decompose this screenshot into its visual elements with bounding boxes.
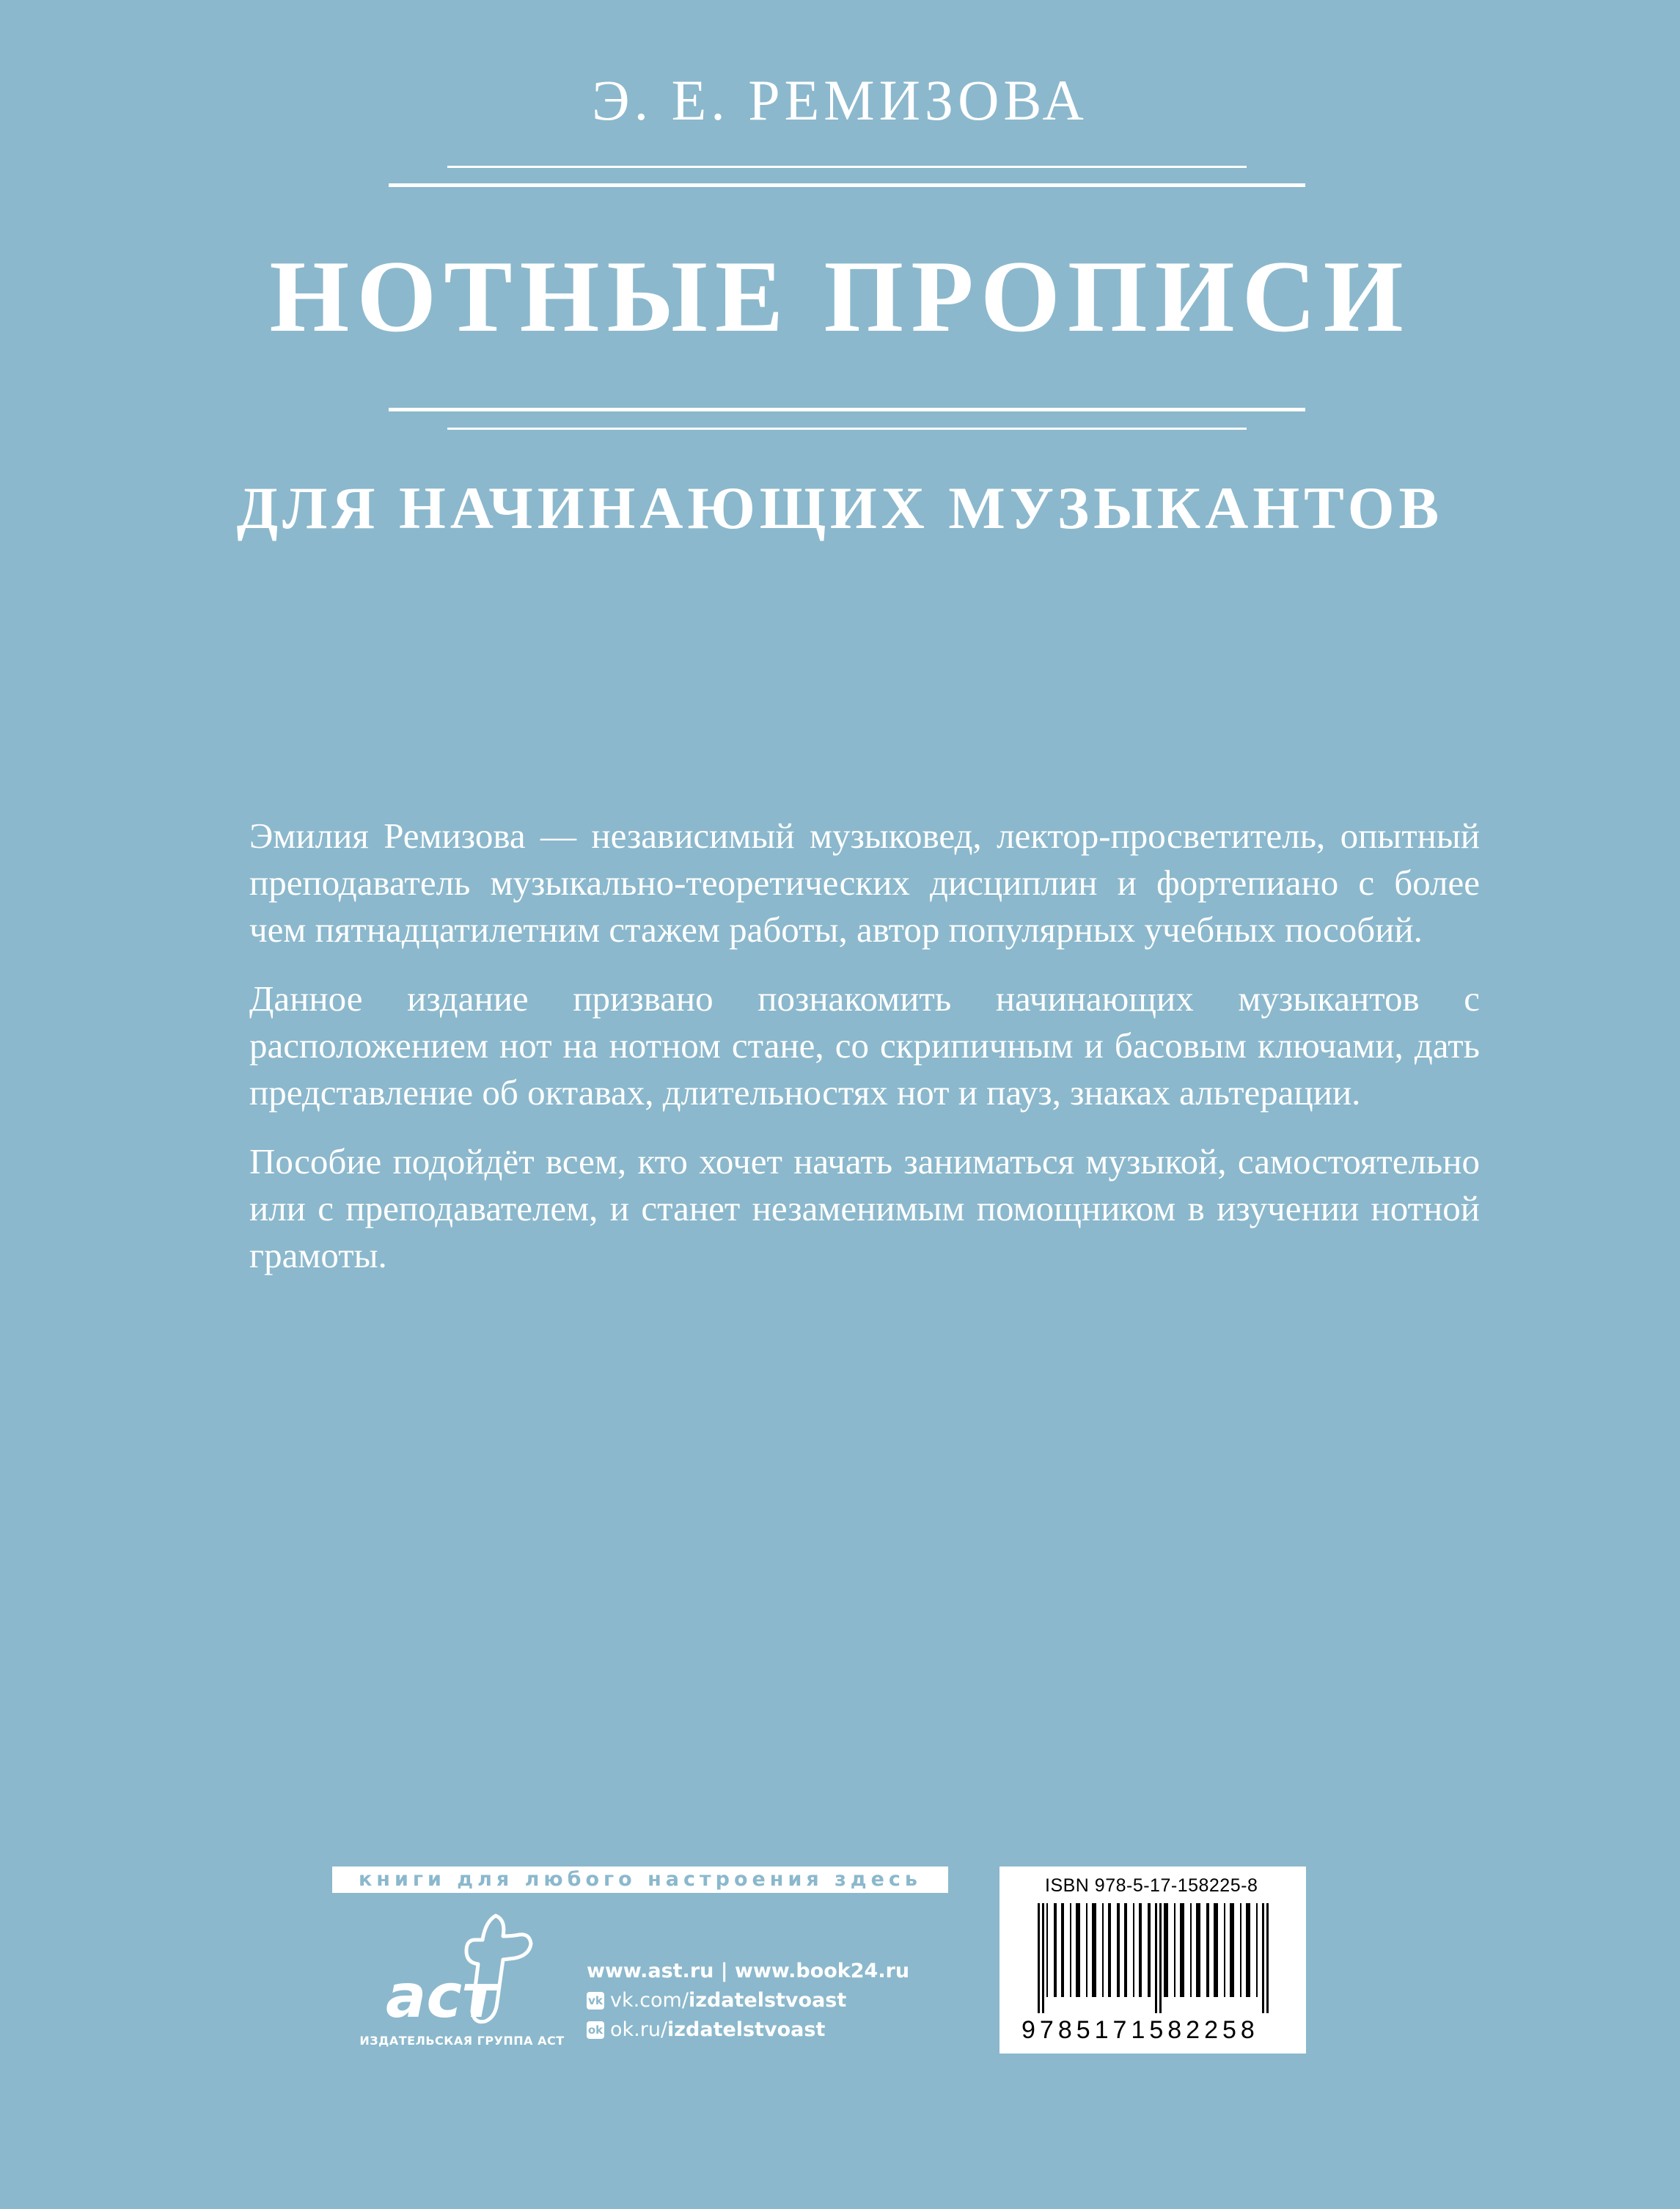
vk-link[interactable]	[587, 1986, 909, 2015]
barcode-bar	[1206, 1903, 1209, 1997]
barcode-bars	[1038, 1903, 1269, 2013]
ok-icon: ok	[587, 2021, 604, 2039]
barcode-bar	[1262, 1903, 1264, 2013]
top-rule-thick	[389, 183, 1305, 187]
description-paragraph: Эмилия Ремизова — независимый музыковед, лектор-просветитель, опытный преподаватель музыкально-теоретических дисциплин и фортепиано с более чем пятнадцатилетним стажем работы, автор популярных учебных пособий.	[249, 816, 1480, 950]
book-subtitle: ДЛЯ НАЧИНАЮЩИХ МУЗЫКАНТОВ	[236, 475, 1444, 541]
site-links[interactable]: www.ast.ru | www.book24.ru	[587, 1960, 910, 1982]
barcode-bar	[1070, 1903, 1071, 1997]
book-title: НОТНЫЕ ПРОПИСИ	[269, 240, 1411, 353]
vk-icon: vk	[587, 1992, 604, 2010]
top-rule-thin	[447, 166, 1247, 168]
ast-logo	[356, 1907, 547, 2039]
barcode-bar	[1133, 1903, 1134, 1997]
barcode-bar	[1159, 1903, 1162, 2013]
barcode-bar	[1164, 1903, 1168, 1997]
ok-prefix: ok.ru/	[610, 2018, 668, 2041]
mid-rule-thick	[389, 408, 1305, 411]
barcode-bar	[1102, 1903, 1104, 1997]
barcode-bar	[1224, 1903, 1225, 1997]
barcode-bar	[1117, 1903, 1120, 1997]
barcode-bar	[1266, 1903, 1269, 2013]
barcode-bar	[1038, 1903, 1040, 2013]
barcode-bar	[1155, 1903, 1157, 2013]
barcode-bar	[1076, 1903, 1080, 1997]
mid-rule-thin	[447, 428, 1247, 430]
slogan-banner: книги для любого настроения здесь	[332, 1867, 948, 1893]
barcode-bar	[1124, 1903, 1127, 1997]
description-paragraph: Пособие подойдёт всем, кто хочет начать заниматься музыкой, самостоятельно или с преподавателем, и станет незаменимым помощником в изучении нотной грамоты.	[249, 1141, 1480, 1275]
ok-handle: izdatelstvoast	[667, 2018, 826, 2041]
barcode-bar	[1214, 1903, 1218, 1997]
barcode-bar	[1174, 1903, 1175, 1997]
barcode-bar	[1139, 1903, 1142, 1997]
description-paragraph: Данное издание призвано познакомить начинающих музыкантов с расположением нот на нотном стане, со скрипичным и басовым ключами, дать представление об октавах, длительностях нот и пауз, знаках альтерации.	[249, 978, 1480, 1113]
ast-logo-icon	[356, 1907, 547, 2039]
description	[249, 813, 1480, 1301]
logo-text: аст	[386, 1962, 497, 2032]
barcode-bar	[1190, 1903, 1192, 1997]
barcode-bar	[1240, 1903, 1241, 1997]
barcode-bar	[1230, 1903, 1234, 1997]
ok-link[interactable]	[587, 2015, 909, 2045]
barcode-bar	[1061, 1903, 1064, 1997]
publisher-links	[587, 1957, 909, 2045]
barcode-bar	[1092, 1903, 1096, 1997]
barcode-bar	[1180, 1903, 1184, 1997]
barcode-bar	[1246, 1903, 1250, 1997]
barcode-bar	[1042, 1903, 1044, 2013]
author-name: Э. Е. РЕМИЗОВА	[592, 68, 1088, 132]
publisher-name: ИЗДАТЕЛЬСКАЯ ГРУППА АСТ	[359, 2034, 565, 2048]
barcode-bar	[1256, 1903, 1258, 1997]
ean-digits: 9785171582258	[1021, 2016, 1259, 2044]
barcode-bar	[1108, 1903, 1111, 1997]
vk-prefix: vk.com/	[610, 1989, 689, 2012]
barcode-bar	[1054, 1903, 1057, 1997]
barcode-box	[999, 1867, 1306, 2054]
barcode-bar	[1196, 1903, 1200, 1997]
barcode-bar	[1046, 1903, 1048, 1997]
barcode-bar	[1086, 1903, 1087, 1997]
isbn-number: ISBN 978-5-17-158225-8	[1045, 1875, 1258, 1896]
vk-handle: izdatelstvoast	[688, 1989, 847, 2012]
barcode-bar	[1148, 1903, 1151, 1997]
